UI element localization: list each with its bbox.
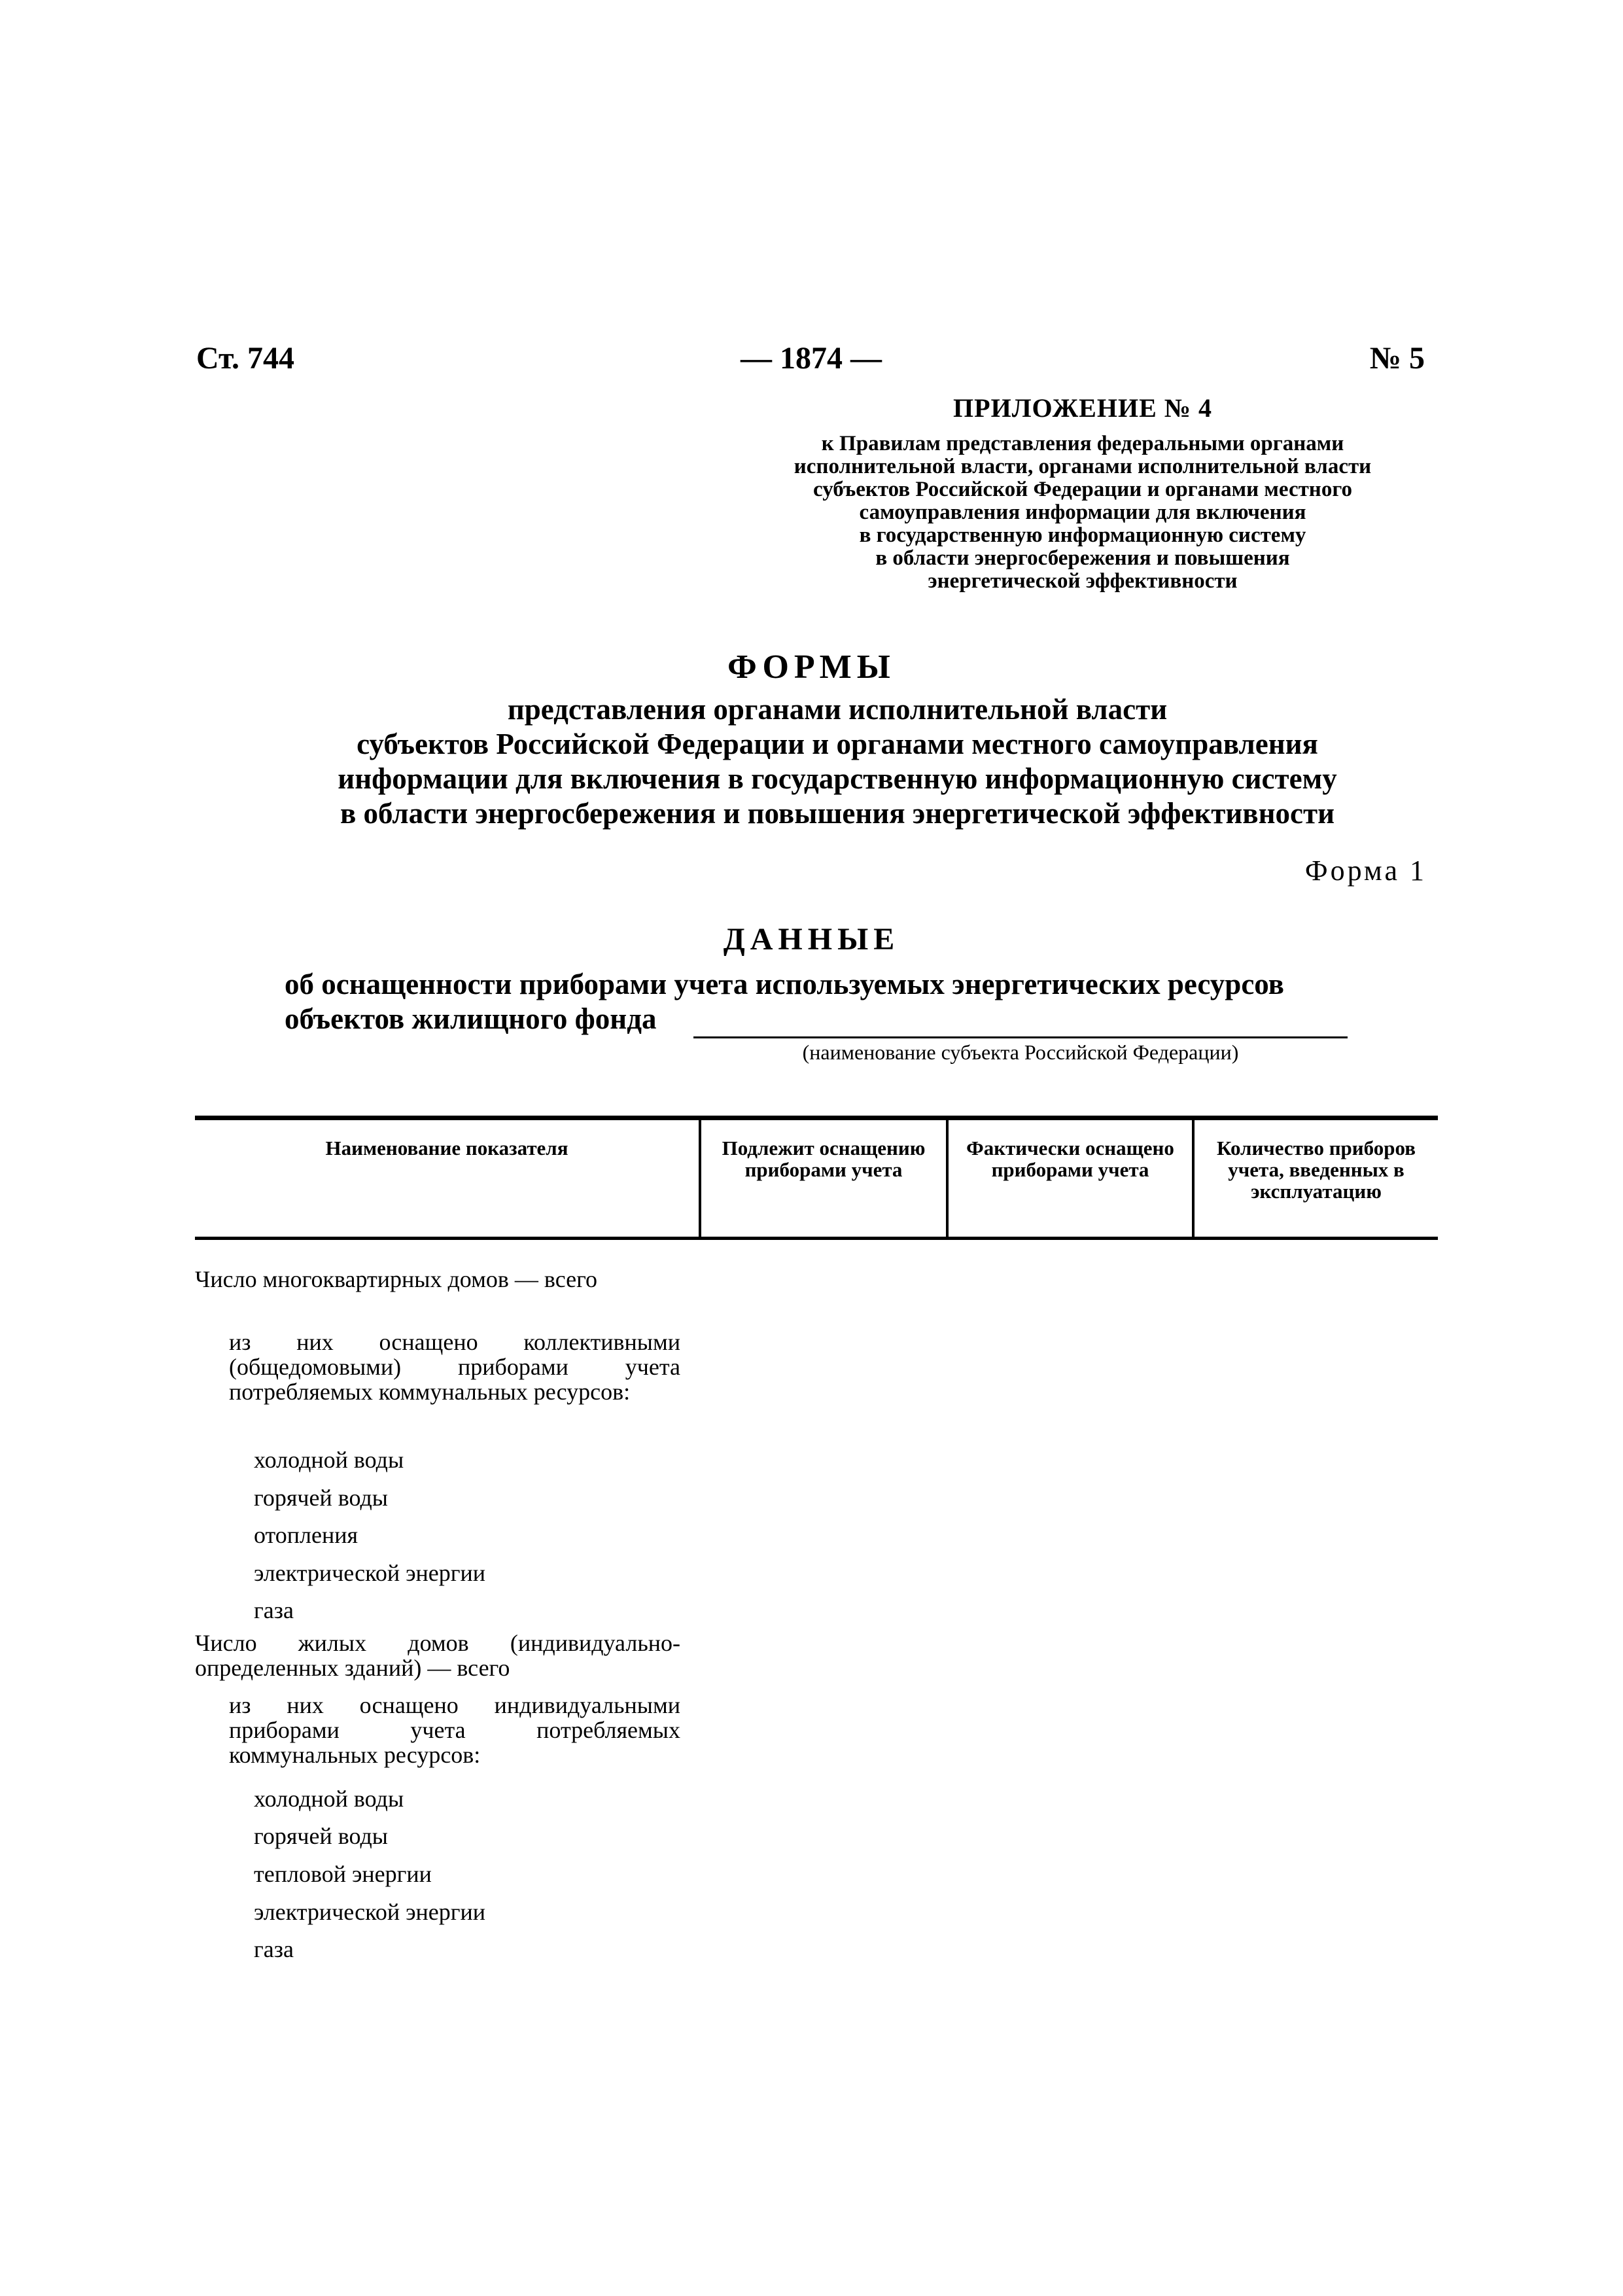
data-title: ДАННЫЕ [723, 922, 900, 957]
subject-caption: (наименование субъекта Российской Федерации) [802, 1040, 1239, 1064]
table-row: холодной воды [254, 1786, 404, 1812]
table-row: газа [254, 1597, 294, 1623]
table-row: горячей воды [254, 1485, 388, 1511]
forms-subtitle-line: субъектов Российской Федерации и органами местного самоуправления [357, 728, 1318, 760]
appendix-line: субъектов Российской Федерации и органами местного [813, 478, 1352, 501]
appendix-block [739, 393, 1426, 593]
forms-subtitle [236, 692, 1439, 831]
table-row: газа [254, 1936, 294, 1962]
table-row: холодной воды [254, 1447, 404, 1473]
table-row: Число многоквартирных домов — всего [195, 1266, 597, 1292]
appendix-line: энергетической эффективности [928, 569, 1238, 593]
appendix-line: в области энергосбережения и повышения [875, 546, 1290, 570]
forms-subtitle-line: представления органами исполнительной власти [507, 693, 1168, 726]
form-label: Форма 1 [1304, 855, 1427, 887]
column-header-equipped: Фактически оснащено приборами учета [946, 1120, 1192, 1237]
appendix-line: в государственную информационную систему [859, 523, 1306, 547]
table-row: электрической энергии [254, 1560, 486, 1586]
page-number: — 1874 — [741, 341, 882, 376]
table-row: из них оснащено индивидуальными приборами учета потребляемых коммунальных ресурсов: [229, 1692, 680, 1768]
forms-subtitle-line: в области энергосбережения и повышения энергетической эффективности [340, 797, 1335, 830]
forms-title: ФОРМЫ [727, 648, 896, 686]
data-description: об оснащенности приборами учета используемых энергетических ресурсов [285, 968, 1284, 1000]
appendix-line: самоуправления информации для включения [859, 501, 1306, 524]
table-row: отопления [254, 1522, 358, 1548]
column-header-indicator: Наименование показателя [325, 1137, 568, 1159]
table-row: тепловой энергии [254, 1861, 432, 1887]
appendix-line: к Правилам представления федеральными органами [821, 432, 1344, 455]
table-row: горячей воды [254, 1823, 388, 1849]
column-header-to-equip: Подлежит оснащению приборами учета [699, 1120, 946, 1237]
column-header-commissioned: Количество приборов учета, введенных в эксплуатацию [1192, 1120, 1438, 1237]
appendix-title: ПРИЛОЖЕНИЕ № 4 [953, 393, 1212, 423]
page-article-number: Ст. 744 [196, 341, 294, 376]
table-row: из них оснащено коллективными (общедомовыми) приборами учета потребляемых коммунальных ресурсов: [229, 1329, 680, 1405]
table-header [195, 1116, 1438, 1240]
subject-fill-in-line[interactable] [693, 1036, 1348, 1038]
forms-subtitle-line: информации для включения в государственную информационную систему [338, 762, 1337, 795]
appendix-reference [739, 433, 1426, 593]
appendix-line: исполнительной власти, органами исполнительной власти [794, 455, 1372, 478]
table-row: Число жилых домов (индивидуально-определенных зданий) — всего [195, 1630, 680, 1681]
data-description-object: объектов жилищного фонда [285, 1002, 657, 1035]
issue-number: № 5 [1369, 341, 1425, 376]
table-row: электрической энергии [254, 1899, 486, 1925]
